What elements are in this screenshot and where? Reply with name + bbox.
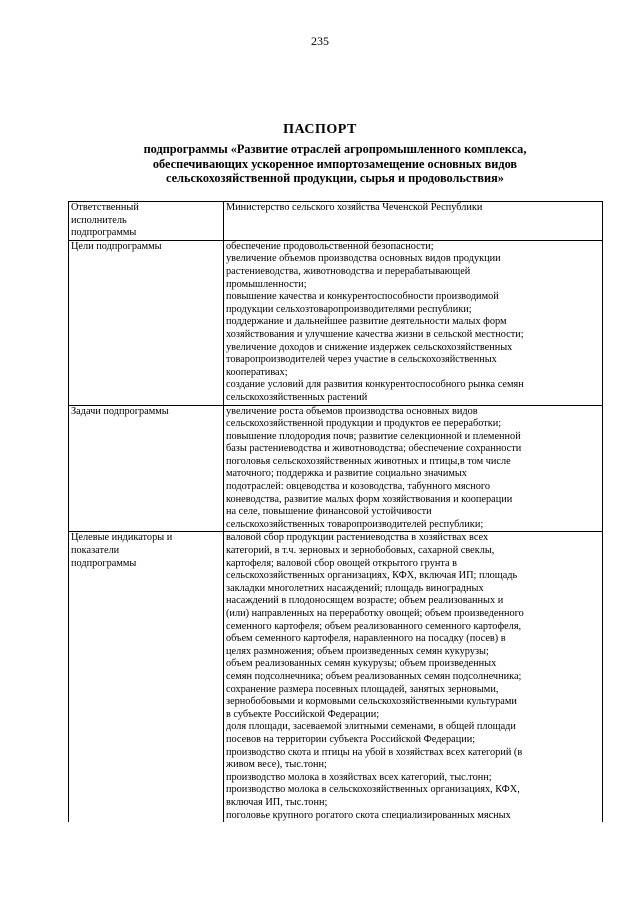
table-row: [69, 532, 603, 822]
passport-table: [68, 201, 603, 822]
row-value-responsible-executor: Министерство сельского хозяйства Чеченской Республики: [224, 202, 603, 241]
row-label-responsible-executor: Ответственный исполнитель подпрограммы: [69, 202, 224, 241]
table-row: [69, 405, 603, 532]
row-value-target-indicators: валовой сбор продукции растениеводства в хозяйствах всех категорий, в т.ч. зерновых и зернобобовых, сахарной свеклы, картофеля; валовой сбор овощей открытого грунта в сельскохозяйственных организациях, КФХ, включая ИП; площадь закладки многолетних насаждений; площадь виноградных насаждений в плодоносящем возрасте; объем реализованных и (или) направленных на переработку овощей; объем произведенного семенного картофеля; объем реализованного семенного картофеля, объем семенного картофеля, наравленного на посадку (посев) в целях размножения; объем произведенных семян кукурузы; объем реализованных семян кукурузы; объем произведенных семян подсолнечника; объем реализованных семян подсолнечника; сохранение размера посевных площадей, занятых зерновыми, зернобобовыми и кормовыми сельскохозяйственными культурами в субъекте Российской Федерации; доля площади, засеваемой элитными семенами, в общей площади посевов на территории субъекта Российской Федерации; производство скота и птицы на убой в хозяйствах всех категорий (в живом весе), тыс.тонн; производство молока в хозяйствах всех категорий, тыс.тонн; производство молока в сельскохозяйственных организациях, КФХ, включая ИП, тыс.тонн; поголовье крупного рогатого скота специализированных мясных: [224, 532, 603, 822]
row-label-tasks: Задачи подпрограммы: [69, 405, 224, 532]
row-value-tasks: увеличение роста объемов производства основных видов сельскохозяйственной продукции и продуктов ее переработки; повышение плодородия почв; развитие селекционной и племенной базы растениеводства и животноводства; обеспечение сохранности поголовья сельскохозяйственных животных и птицы,в том числе маточного; поддержка и развитие социально значимых подотраслей: овцеводства и козоводства, табунного мясного коневодства, развитие малых форм хозяйствования и кооперации на селе, повышение финансовой устойчивости сельскохозяйственных товаропроизводителей республики;: [224, 405, 603, 532]
table-row: [69, 202, 603, 241]
row-value-goals: обеспечение продовольственной безопасности; увеличение объемов производства основных видов продукции растениеводства, животноводства и перерабатывающей промышленности; повышение качества и конкурентоспособности производимой продукции сельхозтоваропроизводителями республики; поддержание и дальнейшее развитие деятельности малых форм хозяйствования и улучшение качества жизни в сельской местности; увеличение доходов и снижение издержек сельскохозяйственных товаропроизводителей через участие в сельскохозяйственных кооперативах; создание условий для развития конкурентоспособного рынка семян сельскохозяйственных растений: [224, 240, 603, 405]
table-row: [69, 240, 603, 405]
row-label-target-indicators: Целевые индикаторы и показатели подпрограммы: [69, 532, 224, 822]
page-number: 235: [311, 34, 329, 48]
document-title: ПАСПОРТ: [283, 122, 357, 137]
document-subtitle: подпрограммы «Развитие отраслей агропромышленного комплекса, обеспечивающих ускоренное импортозамещение основных видов сельскохозяйственной продукции, сырья и продовольствия»: [143, 142, 527, 185]
row-label-goals: Цели подпрограммы: [69, 240, 224, 405]
